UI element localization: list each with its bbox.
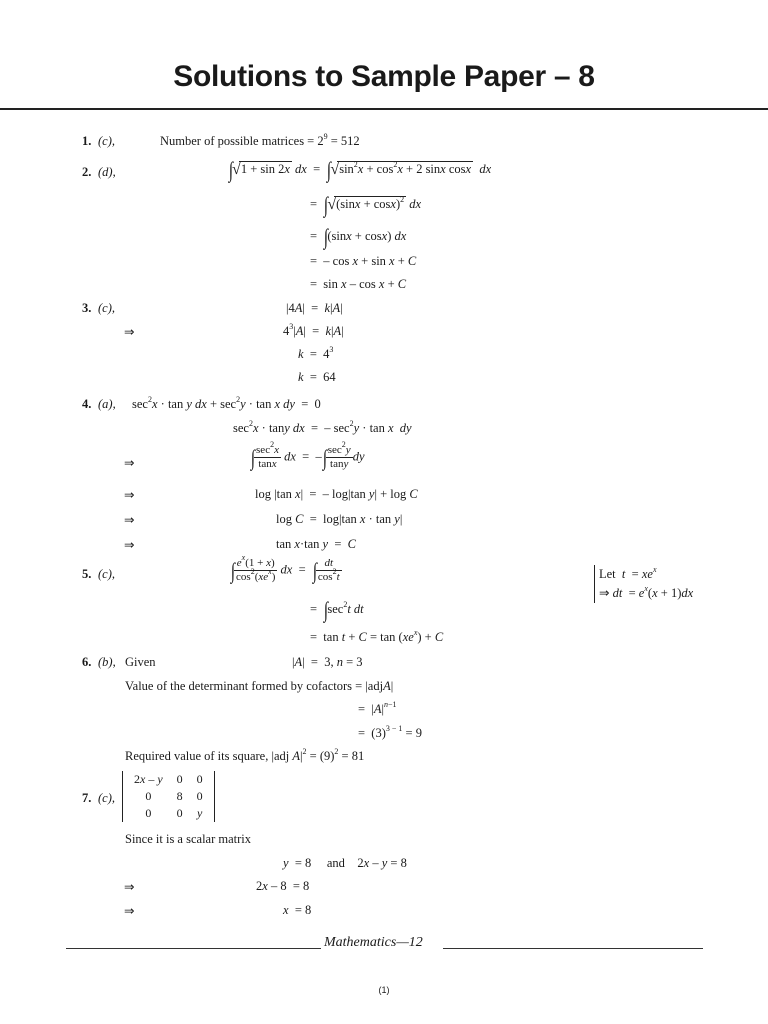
q1-result: = 512 xyxy=(330,134,360,148)
implies-icon: ⇒ xyxy=(124,456,135,470)
implies-icon: ⇒ xyxy=(124,904,135,918)
footer-rule-left xyxy=(66,948,321,949)
implies-icon: ⇒ xyxy=(124,488,135,502)
q1-base: 2 xyxy=(317,134,324,148)
q3-line3: $k = 4^3$ xyxy=(298,345,334,361)
q6-number: 6. xyxy=(82,655,92,669)
q7-number: 7. xyxy=(82,791,92,805)
q4-line2: $\sec^2x \cdot \tan y$ dx = – $\sec^2y \cdot \tan x$ dy xyxy=(233,419,412,435)
q6-line3: = $|A|^{n-1}$ xyxy=(358,700,397,716)
q3-number: 3. xyxy=(82,301,92,315)
q3-answer: (c), xyxy=(98,301,115,315)
page-title: Solutions to Sample Paper – 8 xyxy=(173,60,595,93)
q1-number: 1. xyxy=(82,134,92,148)
q3-line1: |4A| = k|A| xyxy=(286,301,343,315)
q6-line5: Required value of its square, |adj $A|^2 = (9)^2 = 81$ xyxy=(125,747,365,763)
q5-line1: ∫ $\frac{e^x(1 + x)}{\cos^2(xe^x)}$ dx = ∫ $\frac{dt}{\cos^2t}$ xyxy=(230,553,340,583)
q4-line1: $\sec^2x \cdot \tan y$ dx + $\sec^2y \cdot \tan x$ dy = 0 xyxy=(132,395,321,411)
q7-line1: y = 8 and 2x – y = 8 xyxy=(283,856,407,870)
page-number: (1) xyxy=(378,985,390,995)
implies-icon: ⇒ xyxy=(124,880,135,894)
q2-answer: (d), xyxy=(98,165,116,179)
q2-line1: ∫√1 + sin 2x dx = $\int√\sin^2x + \cos^2x + 2$ sinx cosx dx xyxy=(228,157,492,182)
q6-line2: Value of the determinant formed by cofactors = |adjA| xyxy=(125,679,394,693)
q2-line3: = ∫(sinx + cosx) dx xyxy=(310,224,407,249)
q4-line3: ∫ $\frac{\sec^2x}{\tan x}$ dx = –∫ $\frac{\sec^2y}{\tan y}$ dy xyxy=(250,440,365,470)
q4-answer: (a), xyxy=(98,397,116,411)
q5-substitution: Let $t = xe^x$ ⇒ dt = $e^x(x + 1)dx$ xyxy=(594,565,693,603)
q6-line1: |A| = 3, n = 3 xyxy=(292,655,363,669)
q2-line4: = – cos x + sin x + C xyxy=(310,254,417,268)
q4-line4: log |tan x| = – log|tan y| + log C xyxy=(255,487,418,501)
q1-label: Number of possible matrices = xyxy=(160,134,315,148)
q7-scalar-text: Since it is a scalar matrix xyxy=(125,832,252,846)
implies-icon: ⇒ xyxy=(124,325,135,339)
q4-line6: tan x·tan y = C xyxy=(276,537,356,551)
q4-line5: log C = log|tan x · tan y| xyxy=(276,512,403,526)
q7-matrix: 2x – y 0 0 0 8 0 0 0 y xyxy=(122,771,215,822)
q7-line2: 2x – 8 = 8 xyxy=(256,879,310,893)
implies-icon: ⇒ xyxy=(124,538,135,552)
q5-answer: (c), xyxy=(98,567,115,581)
q2-line5: = sin x – cos x + C xyxy=(310,277,407,291)
q6-line4: = $(3)^{3 - 1} = 9$ xyxy=(358,724,422,740)
q3-line2: $4^3|A| = k|A|$ xyxy=(283,322,344,338)
q4-number: 4. xyxy=(82,397,92,411)
q7-line3: x = 8 xyxy=(283,903,312,917)
footer-rule-right xyxy=(443,948,703,949)
footer-title: Mathematics—12 xyxy=(324,935,423,950)
q1-text xyxy=(160,134,360,149)
q2-line2: = $\int√(\sin x + \cos x)^2$ dx xyxy=(310,192,422,217)
q2-number: 2. xyxy=(82,165,92,179)
q6-answer: (b), xyxy=(98,655,116,669)
q1-exp: 9 xyxy=(323,132,328,141)
q5-line3: = $\tan t + C = \tan (xe^x) + C$ xyxy=(310,628,444,644)
title-divider xyxy=(0,108,768,110)
q7-answer: (c), xyxy=(98,791,115,805)
q5-number: 5. xyxy=(82,567,92,581)
q6-given: Given xyxy=(125,655,156,669)
q1-answer: (c), xyxy=(98,134,115,148)
q5-line2: = $\int\sec^2t$ dt xyxy=(310,597,364,622)
q3-line4: k = 64 xyxy=(298,370,336,384)
implies-icon: ⇒ xyxy=(124,513,135,527)
